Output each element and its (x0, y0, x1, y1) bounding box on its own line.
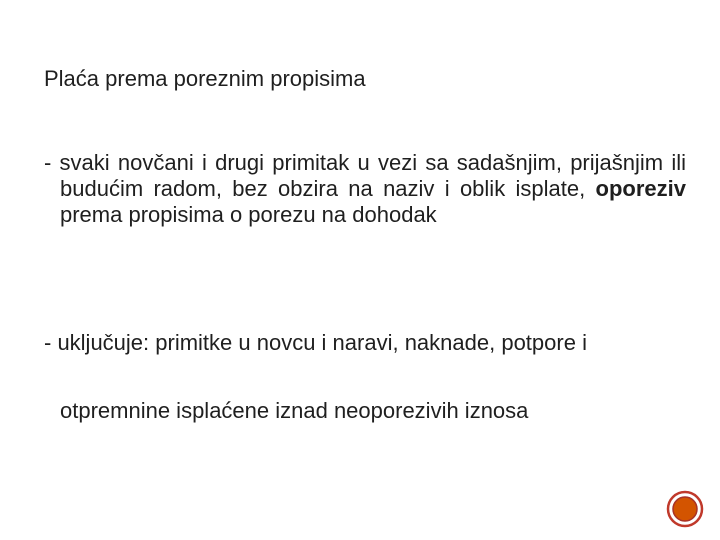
circle-nav-icon (666, 490, 704, 528)
bullet-definition (44, 150, 686, 228)
bullet-includes: - uključuje: primitke u novcu i naravi, naknade, potpore i (44, 330, 587, 355)
bullet-definition-text-2: prema propisima o porezu na dohodak (60, 202, 437, 227)
slide-nav-button[interactable] (666, 490, 704, 528)
nav-icon-inner-fill (673, 497, 697, 521)
bullet-definition-bold: oporeziv (595, 176, 686, 201)
bullet-continuation: otpremnine isplaćene iznad neoporezivih iznosa (60, 398, 529, 423)
slide-title: Plaća prema poreznim propisima (44, 66, 366, 91)
bullet-definition-text-1: - svaki novčani i drugi primitak u vezi sa sadašnjim, prijašnjim ili budućim radom, bez obzira na naziv i oblik isplate, (44, 150, 686, 201)
